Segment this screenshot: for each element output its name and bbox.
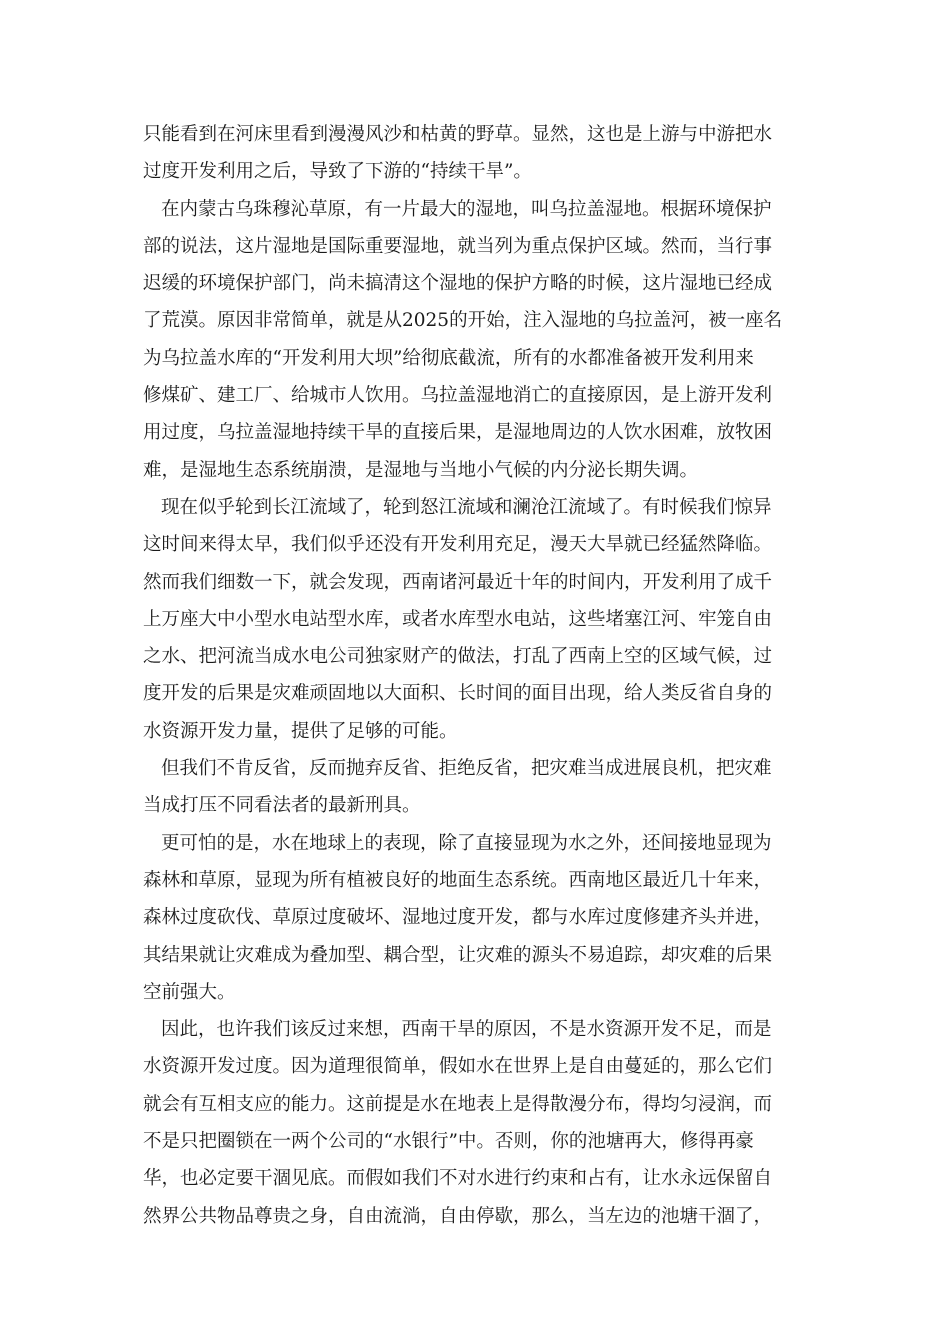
text-line: 但我们不肯反省，反而抛弃反省、拒绝反省，把灾难当成进展良机，把灾难 bbox=[161, 758, 772, 780]
paragraph-4 bbox=[143, 750, 807, 825]
text-line: 在内蒙古乌珠穆沁草原，有一片最大的湿地，叫乌拉盖湿地。根据环境保护 bbox=[161, 198, 772, 220]
text-line: 然而我们细数一下，就会发现，西南诸河最近十年的时间内，开发利用了成千 bbox=[143, 571, 773, 593]
text-line: 更可怕的是，水在地球上的表现，除了直接显现为水之外，还间接地显现为 bbox=[161, 832, 772, 854]
text-line: 然界公共物品尊贵之身，自由流淌，自由停歇，那么，当左边的池塘干涸了， bbox=[143, 1205, 773, 1227]
text-line: 华，也必定要干涸见底。而假如我们不对水进行约束和占有，让水永远保留自 bbox=[143, 1168, 773, 1190]
text-line: 水资源开发过度。因为道理很简单，假如水在世界上是自由蔓延的，那么它们 bbox=[143, 1056, 773, 1078]
text-line: 当成打压不同看法者的最新刑具。 bbox=[143, 795, 421, 817]
text-line: 现在似乎轮到长江流域了，轮到怒江流域和澜沧江流域了。有时候我们惊异 bbox=[161, 496, 772, 518]
text-line: 之水、把河流当成水电公司独家财产的做法，打乱了西南上空的区域气候，过 bbox=[143, 646, 773, 668]
text-line: 只能看到在河床里看到漫漫风沙和枯黄的野草。显然，这也是上游与中游把水 bbox=[143, 124, 773, 145]
text-line: 了荒漠。原因非常简单，就是从2025的开始，注入湿地的乌拉盖河，被一座名 bbox=[143, 310, 783, 332]
paragraph-5 bbox=[143, 825, 807, 1011]
text-line: 空前强大。 bbox=[143, 981, 236, 1003]
document-body bbox=[143, 116, 807, 1235]
text-line: 森林和草原，显现为所有植被良好的地面生态系统。西南地区最近几十年来， bbox=[143, 869, 773, 891]
text-line: 水资源开发力量，提供了足够的可能。 bbox=[143, 720, 458, 742]
text-line: 森林过度砍伐、草原过度破坏、湿地过度开发，都与水库过度修建齐头并进， bbox=[143, 907, 773, 929]
text-line: 这时间来得太早，我们似乎还没有开发利用充足，漫天大旱就已经猛然降临。 bbox=[143, 534, 773, 556]
text-line: 用过度，乌拉盖湿地持续干旱的直接后果，是湿地周边的人饮水困难，放牧困 bbox=[143, 422, 773, 444]
text-line: 上万座大中小型水电站型水库，或者水库型水电站，这些堵塞江河、牢笼自由 bbox=[143, 608, 773, 630]
text-line: 就会有互相支应的能力。这前提是水在地表上是得散漫分布，得均匀浸润，而 bbox=[143, 1093, 773, 1115]
text-line: 为乌拉盖水库的“开发利用大坝”给彻底截流，所有的水都准备被开发利用来 bbox=[143, 347, 754, 369]
text-line: 修煤矿、建工厂、给城市人饮用。乌拉盖湿地消亡的直接原因，是上游开发利 bbox=[143, 385, 773, 407]
text-line: 度开发的后果是灾难顽固地以大面积、长时间的面目出现，给人类反省自身的 bbox=[143, 683, 773, 705]
paragraph-6 bbox=[143, 1011, 807, 1235]
text-line: 部的说法，这片湿地是国际重要湿地，就当列为重点保护区域。然而，当行事 bbox=[143, 235, 773, 257]
paragraph-2 bbox=[143, 191, 807, 489]
text-line: 因此，也许我们该反过来想，西南干旱的原因，不是水资源开发不足，而是 bbox=[161, 1019, 772, 1041]
text-line: 不是只把圈锁在一两个公司的“水银行”中。否则，你的池塘再大，修得再豪 bbox=[143, 1131, 754, 1153]
text-line: 难，是湿地生态系统崩溃，是湿地与当地小气候的内分泌长期失调。 bbox=[143, 459, 699, 481]
text-line: 过度开发利用之后，导致了下游的“持续干旱”。 bbox=[143, 161, 532, 183]
text-line: 迟缓的环境保护部门，尚未搞清这个湿地的保护方略的时候，这片湿地已经成 bbox=[143, 273, 773, 295]
paragraph-3 bbox=[143, 489, 807, 750]
paragraph-1 bbox=[143, 116, 807, 191]
text-line: 其结果就让灾难成为叠加型、耦合型，让灾难的源头不易追踪，却灾难的后果 bbox=[143, 944, 773, 966]
